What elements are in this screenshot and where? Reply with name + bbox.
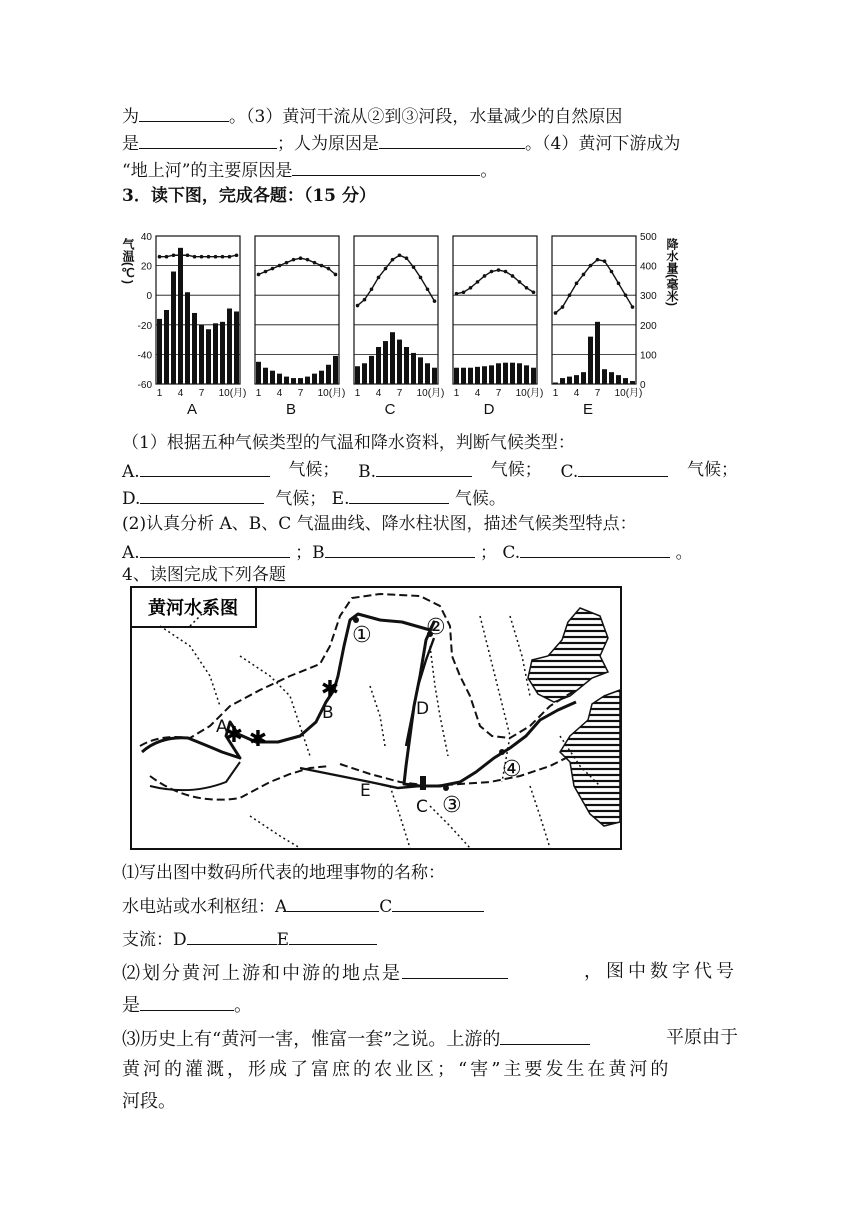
text: ；人为原因是 — [277, 134, 379, 154]
temp-point — [327, 267, 331, 271]
precip-bar — [432, 368, 437, 384]
temp-point — [292, 258, 296, 262]
precip-bar — [291, 378, 296, 384]
precip-bar — [553, 383, 558, 384]
temp-point — [511, 274, 515, 278]
precip-bar — [397, 340, 402, 384]
x-tick-label: 1 — [552, 388, 559, 399]
precip-bar — [390, 332, 395, 384]
temp-point — [575, 282, 579, 286]
x-tick-label: 7 — [594, 388, 601, 399]
temp-point — [257, 273, 261, 277]
answer-blank[interactable] — [292, 158, 480, 176]
q3-2-line: (2)认真分析 A、B、C 气温曲线、降水柱状图，描述气候类型特点： — [122, 514, 637, 534]
x-tick-label: 10(月) — [515, 388, 544, 399]
precip-bar — [333, 356, 338, 384]
text: E — [276, 930, 290, 950]
temp-point — [561, 305, 565, 309]
q4-3-line-2: 黄河的灌溉，形成了富庶的农业区；“害”主要发生在黄河的 — [122, 1059, 672, 1080]
answer-blank[interactable] — [140, 540, 290, 558]
temp-point — [271, 267, 275, 271]
temp-point — [582, 273, 586, 277]
temp-point — [221, 255, 225, 259]
precip-bar — [305, 377, 310, 384]
text: ⑶历史上有“黄河一害，惟富一套”之说。上游的 — [122, 1029, 501, 1050]
precip-bar — [220, 322, 225, 384]
temp-point — [624, 293, 628, 297]
answer-blank[interactable] — [140, 993, 234, 1011]
station-a-marker: ✱ — [224, 723, 244, 748]
text: 。 — [234, 995, 252, 1016]
label-4: ④ — [502, 757, 522, 782]
station-b-extra-marker: ✱ — [248, 727, 268, 752]
x-tick-label: 7 — [396, 388, 403, 399]
precip-bar — [355, 366, 360, 384]
precip-bar — [517, 363, 522, 384]
x-tick-label: 10(月) — [317, 388, 346, 399]
label-d: D — [416, 699, 430, 719]
y-left-tick-label: 40 — [140, 232, 152, 243]
precip-bar — [630, 381, 635, 384]
text: 为 — [122, 107, 139, 127]
answer-blank[interactable] — [289, 927, 377, 945]
precip-bar — [312, 374, 317, 384]
label-b: B — [322, 703, 334, 723]
text: B. — [358, 462, 377, 482]
text: E. — [331, 489, 350, 509]
precip-bar — [362, 363, 367, 384]
precip-bar — [609, 372, 614, 384]
temp-point — [264, 270, 268, 274]
answer-blank[interactable] — [139, 104, 229, 122]
y-right-tick-label: 0 — [640, 380, 646, 391]
panel-label: A — [186, 401, 198, 418]
text: A. — [122, 462, 140, 482]
temp-point — [363, 298, 367, 302]
answer-blank[interactable] — [287, 894, 379, 912]
point-3-dot — [443, 785, 449, 791]
x-tick-label: 1 — [354, 388, 361, 399]
panel-label: E — [582, 401, 594, 418]
temp-point — [518, 280, 522, 284]
precip-bar — [171, 272, 176, 384]
answer-blank[interactable] — [139, 131, 277, 149]
q3-1-answers-row2 — [122, 486, 506, 510]
answer-blank[interactable] — [392, 894, 484, 912]
temp-point — [610, 270, 614, 274]
precip-bar — [199, 325, 204, 384]
text: 是 — [122, 134, 139, 154]
temp-point — [504, 270, 508, 274]
x-tick-label: 1 — [156, 388, 163, 399]
temp-point — [433, 299, 437, 303]
question-4-title: 4、读图完成下列各题 — [122, 565, 286, 585]
temp-point — [455, 292, 459, 296]
text: ，图中数字代号 — [584, 961, 738, 982]
label-3: ③ — [442, 793, 462, 818]
temp-point — [306, 258, 310, 262]
precip-bar — [616, 375, 621, 384]
temp-point — [193, 255, 197, 259]
text: 气候。 — [454, 489, 506, 509]
y-right-tick-label: 400 — [640, 261, 657, 273]
precip-bar — [277, 374, 282, 384]
x-tick-label: 7 — [495, 388, 502, 399]
temp-point — [299, 256, 303, 260]
text: 是 — [122, 995, 140, 1016]
temp-point — [617, 282, 621, 286]
temp-point — [214, 255, 218, 259]
x-tick-label: 1 — [255, 388, 262, 399]
text: A. — [122, 543, 140, 563]
precip-bar — [270, 371, 275, 384]
temp-point — [235, 253, 239, 257]
x-tick-label: 4 — [276, 388, 283, 399]
q4-2-line — [122, 961, 738, 985]
label-a: A — [216, 717, 228, 737]
x-tick-label: 4 — [474, 388, 481, 399]
answer-blank[interactable] — [349, 486, 449, 504]
temp-point — [532, 290, 536, 294]
precip-bar — [185, 292, 190, 384]
climate-panel-frame — [552, 236, 636, 384]
q3-1-line: （1）根据五种气候类型的气温和降水资料，判断气候类型： — [122, 433, 575, 453]
temp-point — [554, 311, 558, 315]
text-line-1 — [122, 104, 622, 128]
y-right-tick-label: 500 — [640, 232, 657, 243]
temp-point — [370, 287, 374, 291]
q4-3-line-3: 河段。 — [122, 1091, 176, 1112]
temp-point — [398, 253, 402, 257]
y-left-tick-label: -60 — [137, 380, 152, 391]
temp-point — [469, 286, 473, 290]
q4-1-tributary — [122, 927, 377, 951]
precip-bar — [496, 363, 501, 384]
precip-bar — [560, 378, 565, 384]
temp-point — [483, 274, 487, 278]
map-title: 黄河水系图 — [148, 598, 238, 619]
answer-blank[interactable] — [379, 131, 525, 149]
text: C — [379, 897, 393, 917]
precip-bar — [602, 369, 607, 384]
station-b-marker: ✱ — [320, 677, 340, 702]
precip-bar — [581, 372, 586, 384]
precip-bar — [482, 366, 487, 384]
precip-bar — [383, 341, 388, 384]
x-tick-label: 10(月) — [614, 388, 643, 399]
temp-point — [412, 265, 416, 269]
temp-point — [476, 280, 480, 284]
precip-bar — [425, 363, 430, 384]
y-left-tick-label: 0 — [146, 291, 152, 303]
temp-point — [165, 255, 169, 259]
text: 。 — [675, 543, 693, 563]
precip-bar — [164, 310, 169, 384]
x-tick-label: 4 — [375, 388, 382, 399]
text-line-2 — [122, 131, 680, 155]
text: 气候； — [490, 460, 542, 480]
q4-2-line-2 — [122, 993, 252, 1017]
x-tick-label: 7 — [297, 388, 304, 399]
temp-point — [568, 293, 572, 297]
temp-point — [391, 258, 395, 262]
precip-bar — [256, 362, 261, 384]
precip-bar — [234, 311, 239, 384]
precip-bar — [574, 375, 579, 384]
temp-point — [158, 255, 162, 259]
text: 气候； — [275, 489, 327, 509]
text: C. — [502, 543, 521, 563]
y-left-tick-label: -20 — [137, 320, 152, 332]
precip-bar — [475, 367, 480, 384]
temp-point — [200, 255, 204, 259]
answer-blank[interactable] — [187, 927, 277, 945]
q3-1-answers-row1 — [122, 459, 738, 483]
climate-panel-frame — [453, 236, 537, 384]
point-4-dot — [499, 749, 505, 755]
x-tick-label: 10(月) — [218, 388, 247, 399]
q4-1-line: ⑴写出图中数码所代表的地理事物的名称： — [122, 863, 445, 883]
precip-bar — [567, 377, 572, 384]
panel-label: B — [285, 401, 297, 418]
precip-bar — [454, 368, 459, 384]
text: 平原由于 — [666, 1027, 738, 1048]
q4-3-line-1 — [122, 1027, 738, 1051]
answer-blank[interactable] — [402, 961, 508, 979]
temp-point — [426, 287, 430, 291]
precip-bar — [326, 365, 331, 384]
panel-label: C — [384, 401, 396, 418]
precip-bar — [376, 347, 381, 384]
q3-2-answers — [122, 540, 693, 564]
x-tick-label: 10(月) — [416, 388, 445, 399]
label-e: E — [360, 781, 371, 801]
answer-blank[interactable] — [578, 459, 668, 477]
temp-point — [497, 268, 501, 272]
text: ；B — [295, 543, 325, 563]
text: “地上河”的主要原因是 — [122, 161, 293, 181]
answer-blank[interactable] — [500, 1027, 590, 1045]
precip-bar — [510, 363, 515, 384]
temp-point — [419, 276, 423, 280]
x-tick-label: 4 — [177, 388, 184, 399]
temp-point — [603, 259, 607, 263]
precip-bar — [192, 313, 197, 384]
precip-bar — [206, 329, 211, 384]
temp-point — [490, 270, 494, 274]
text-line-3 — [122, 158, 497, 182]
text: D. — [122, 489, 141, 509]
label-c: C — [416, 797, 428, 817]
temp-point — [525, 286, 529, 290]
precip-bar — [588, 337, 593, 384]
temp-point — [377, 276, 381, 280]
yellow-river-map — [130, 586, 622, 850]
text: ⑵划分黄河上游和中游的地点是 — [122, 963, 402, 984]
precip-bar — [213, 323, 218, 384]
answer-blank[interactable] — [325, 540, 475, 558]
precip-bar — [468, 368, 473, 384]
precip-bar — [503, 363, 508, 384]
precip-bar — [369, 356, 374, 384]
precip-bar — [461, 368, 466, 384]
station-c-marker — [420, 776, 426, 790]
y-right-tick-label: 300 — [640, 291, 657, 303]
temp-point — [179, 253, 183, 257]
precip-bar — [623, 378, 628, 384]
temp-point — [207, 255, 211, 259]
temp-point — [320, 264, 324, 268]
precip-bar — [524, 365, 529, 384]
temp-point — [384, 267, 388, 271]
label-2: ② — [426, 615, 446, 640]
temp-point — [172, 253, 176, 257]
temp-point — [356, 304, 360, 308]
climate-charts — [120, 228, 680, 424]
x-tick-label: 4 — [573, 388, 580, 399]
precip-bar — [404, 347, 409, 384]
answer-blank[interactable] — [376, 459, 472, 477]
precip-bar — [263, 368, 268, 384]
label-1: ① — [352, 623, 372, 648]
precip-bar — [298, 378, 303, 384]
temp-point — [228, 255, 232, 259]
precip-bar — [284, 377, 289, 384]
precip-bar — [157, 319, 162, 384]
precip-bar — [595, 322, 600, 384]
y-left-tick-label: 20 — [140, 261, 152, 273]
text: 。 — [480, 161, 498, 181]
temp-point — [405, 256, 409, 260]
temp-point — [462, 290, 466, 294]
temp-point — [285, 261, 289, 265]
text: 气候； — [687, 460, 738, 480]
precip-bar — [178, 248, 183, 384]
temp-point — [334, 273, 338, 277]
answer-blank[interactable] — [520, 540, 670, 558]
temp-point — [596, 258, 600, 262]
text: 。（4）黄河下游成为 — [525, 134, 681, 154]
answer-blank[interactable] — [140, 486, 264, 504]
climate-panel-frame — [255, 236, 339, 384]
y-left-axis-label: 气温(℃) — [121, 238, 135, 284]
precip-bar — [227, 309, 232, 384]
text: 支流：D — [122, 930, 187, 950]
text: 水电站或水利枢纽：A — [122, 897, 288, 917]
y-right-tick-label: 200 — [640, 320, 657, 332]
precip-bar — [319, 371, 324, 384]
temp-point — [631, 305, 635, 309]
temp-point — [589, 264, 593, 268]
precip-bar — [489, 365, 494, 384]
precip-bar — [411, 353, 416, 384]
temp-point — [313, 261, 317, 265]
text: ； — [480, 543, 497, 563]
precip-bar — [418, 357, 423, 384]
answer-blank[interactable] — [140, 459, 270, 477]
temp-point — [186, 253, 190, 257]
question-3-title: 3．读下图，完成各题：（15 分） — [122, 186, 376, 206]
x-tick-label: 1 — [453, 388, 460, 399]
y-right-tick-label: 100 — [640, 350, 657, 362]
text: C. — [560, 462, 579, 482]
y-right-axis-label: 降水量(毫米) — [665, 238, 679, 306]
q4-1-hydro — [122, 894, 484, 918]
text: 气候； — [288, 460, 340, 480]
x-tick-label: 7 — [198, 388, 205, 399]
y-left-tick-label: -40 — [137, 350, 152, 362]
panel-label: D — [483, 401, 495, 418]
precip-bar — [531, 368, 536, 384]
temp-point — [278, 264, 282, 268]
text: 。（3）黄河干流从②到③河段，水量减少的自然原因 — [229, 107, 623, 127]
